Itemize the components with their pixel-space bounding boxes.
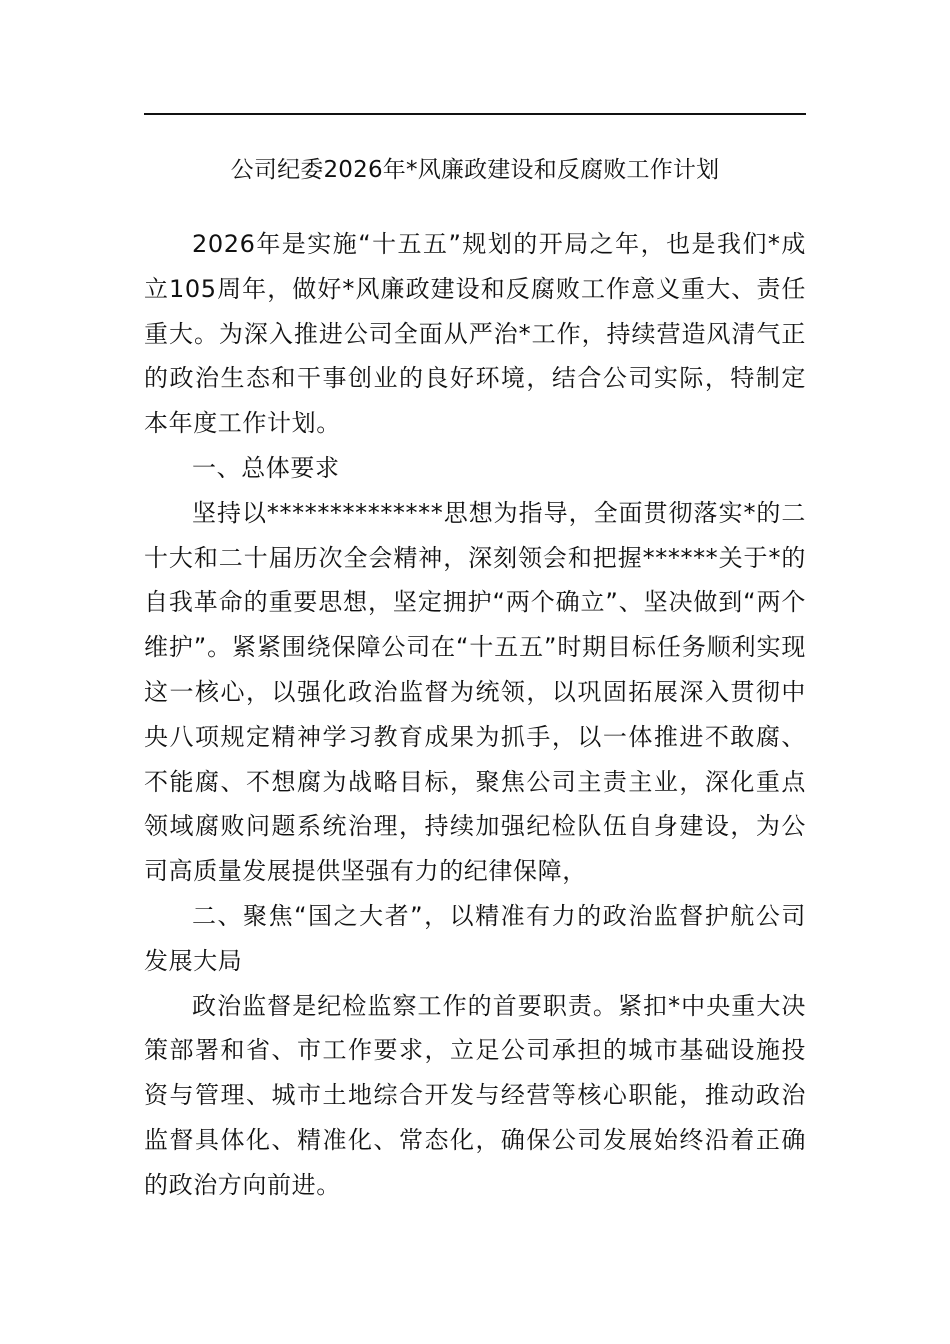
political-supervision-paragraph: 政治监督是纪检监察工作的首要职责。紧扣*中央重大决策部署和省、市工作要求，立足公司承担的城市基础设施投资与管理、城市土地综合开发与经营等核心职能，推动政治监督具体化、精准化、常态化，确保公司发展始终沿着正确的政治方向前进。 (144, 991, 806, 1199)
section-heading-political-supervision: 二、聚焦“国之大者”，以精准有力的政治监督护航公司发展大局 (144, 901, 806, 975)
document-title: 公司纪委2026年*风廉政建设和反腐败工作计划 (230, 157, 720, 183)
header-rule (144, 113, 806, 115)
section-heading-general-requirements: 一、总体要求 (192, 453, 340, 482)
general-requirements-paragraph: 坚持以**************思想为指导，全面贯彻落实*的二十大和二十届历次全会精神，深刻领会和把握******关于*的自我革命的重要思想，坚定拥护“两个确立”、坚决做到“两个维护”。紧紧围绕保障公司在“十五五”时期目标任务顺利实现这一核心，以强化政治监督为统领，以巩固拓展深入贯彻中央八项规定精神学习教育成果为抓手，以一体推进不敢腐、不能腐、不想腐为战略目标，聚焦公司主责主业，深化重点领域腐败问题系统治理，持续加强纪检队伍自身建设，为公司高质量发展提供坚强有力的纪律保障， (144, 498, 806, 886)
intro-paragraph: 2026年是实施“十五五”规划的开局之年，也是我们*成立105周年，做好*风廉政建设和反腐败工作意义重大、责任重大。为深入推进公司全面从严治*工作，持续营造风清气正的政治生态和干事创业的良好环境，结合公司实际，特制定本年度工作计划。 (144, 230, 806, 438)
document-body (144, 222, 806, 1208)
